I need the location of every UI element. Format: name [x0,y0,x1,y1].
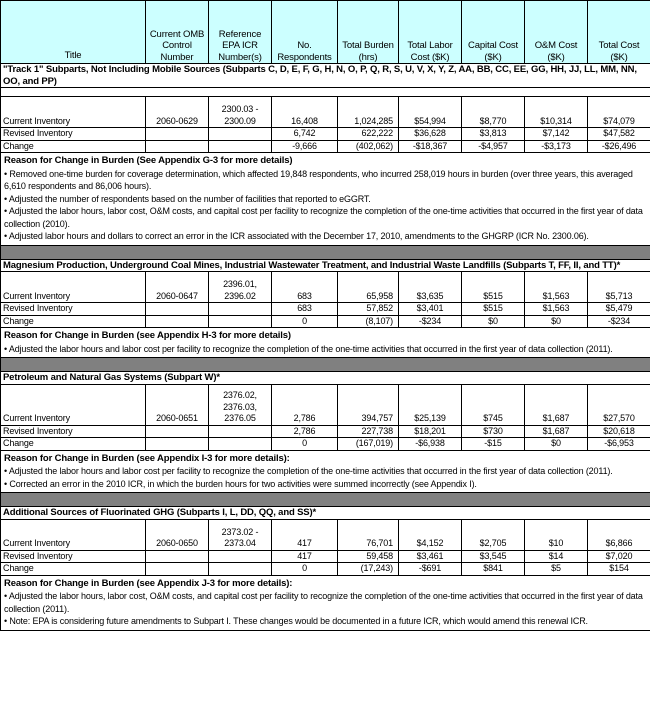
reason-bullet: • Adjusted the number of respondents based on the number of facilities that reported to eGGRT. [4,193,371,204]
cell-resp: 683 [272,303,338,316]
cell-icr [209,438,272,451]
cell-burden: 57,852 [338,303,399,316]
cell-total: $154 [588,563,650,576]
cell-om: $5 [525,563,588,576]
cell-om: $14 [525,550,588,563]
cell-burden: 59,458 [338,550,399,563]
cell-burden: (8,107) [338,315,399,328]
cell-total: -$6,953 [588,438,650,451]
col-labor-cost: Total Labor Cost ($K) [399,1,462,64]
cell-om: $10 [525,519,588,550]
cell-capital: $0 [462,315,525,328]
col-reference-icr: Reference EPA ICR Number(s) [209,1,272,64]
cell-icr: 2396.01, 2396.02 [209,272,272,303]
cell-labor: -$691 [399,563,462,576]
cell-total: $47,582 [588,128,650,141]
cell-labor: -$6,938 [399,438,462,451]
cell-om: $1,687 [525,425,588,438]
section-title-row [1,64,650,88]
reason-title: Reason for Change in Burden (see Appendix H-3 for more details) [4,330,291,341]
cell-omb: 2060-0629 [146,97,209,128]
reason-title: Reason for Change in Burden (see Appendix J-3 for more details): [4,577,293,589]
cell-om: $0 [525,438,588,451]
reason-bullet: • Adjusted the labor hours and labor cost per facility to recognize the completion of the one-time activities that occurred in the first year of data collection (2011). [4,466,613,476]
cell-labor: $36,628 [399,128,462,141]
cell-icr [209,140,272,153]
table-row-current-inventory [1,97,650,128]
reason-bullet: • Adjusted the labor hours, labor cost, O&M costs, and capital cost per facility to recognize the completion of the one-time activities that occurred in the first year of data collection (2011). [4,591,643,614]
reason-bullet: • Adjusted labor hours and dollars to correct an error in the ICR associated with the December 17, 2010, amendments to the GHGRP (ICR No. 2300.06). [4,231,589,241]
cell-resp: 2,786 [272,425,338,438]
col-respondents: No. Respondents [272,1,338,64]
table-row-current-inventory [1,272,650,303]
cell-omb: 2060-0650 [146,519,209,550]
table-row-change [1,438,650,451]
section-title: Additional Sources of Fluorinated GHG (Subparts I, L, DD, QQ, and SS)* [1,507,650,520]
cell-icr: 2373.02 - 2373.04 [209,519,272,550]
divider-cell [1,358,650,372]
cell-labor: $25,139 [399,384,462,425]
cell-burden: (167,019) [338,438,399,451]
table-row-change [1,140,650,153]
reason-bullet: • Adjusted the labor hours, labor cost, O&M costs, and capital cost per facility to recognize the completion of the one-time activities that occurred in the first year of data collection (2010). [4,206,643,229]
reason-cell [1,328,650,358]
reason-bullet: • Note: EPA is considering future amendments to Subpart I. These changes would be documented in a future ICR, which would amend this renewal ICR. [4,616,588,626]
section-title-row [1,507,650,520]
cell-label: Change [1,140,146,153]
cell-total: $6,866 [588,519,650,550]
cell-burden: (402,062) [338,140,399,153]
cell-icr: 2376.02, 2376.03, 2376.05 [209,384,272,425]
cell-capital: $3,813 [462,128,525,141]
spacer-cell [1,88,650,97]
divider-cell [1,245,650,259]
cell-om: $1,563 [525,303,588,316]
reason-row [1,153,650,246]
cell-capital: $730 [462,425,525,438]
cell-icr [209,550,272,563]
cell-omb [146,438,209,451]
cell-capital: $515 [462,272,525,303]
cell-omb [146,140,209,153]
cell-burden: 76,701 [338,519,399,550]
cell-labor: $3,461 [399,550,462,563]
cell-label: Change [1,438,146,451]
cell-label: Current Inventory [1,272,146,303]
reason-row [1,575,650,630]
section-divider [1,493,650,507]
table-row-current-inventory [1,519,650,550]
cell-total: $5,713 [588,272,650,303]
spacer-row [1,88,650,97]
table-row-revised-inventory [1,550,650,563]
cell-burden: 227,738 [338,425,399,438]
col-total-burden: Total Burden (hrs) [338,1,399,64]
cell-omb: 2060-0647 [146,272,209,303]
cell-labor: $18,201 [399,425,462,438]
cell-label: Change [1,563,146,576]
cell-omb [146,128,209,141]
reason-bullet: • Adjusted the labor hours and labor cost per facility to recognize the completion of the one-time activities that occurred in the first year of data collection (2011). [4,343,613,354]
col-omb-control-number: Current OMB Control Number [146,1,209,64]
cell-burden: 65,958 [338,272,399,303]
cell-labor: -$234 [399,315,462,328]
col-title: Title [1,1,146,64]
reason-cell [1,450,650,493]
cell-label: Revised Inventory [1,425,146,438]
section-title: Petroleum and Natural Gas Systems (Subpart W)* [1,372,650,385]
divider-cell [1,493,650,507]
cell-capital: $841 [462,563,525,576]
cell-burden: 394,757 [338,384,399,425]
cell-resp: 683 [272,272,338,303]
cell-om: $10,314 [525,97,588,128]
table-row-revised-inventory [1,425,650,438]
reason-title: Reason for Change in Burden (see Appendix I-3 for more details): [4,452,290,464]
cell-omb [146,425,209,438]
cell-icr [209,563,272,576]
col-total-cost: Total Cost ($K) [588,1,650,64]
cell-labor: $54,994 [399,97,462,128]
cell-icr [209,315,272,328]
cell-resp: -9,666 [272,140,338,153]
cell-om: $1,563 [525,272,588,303]
cell-total: -$234 [588,315,650,328]
cell-resp: 6,742 [272,128,338,141]
table-row-revised-inventory [1,128,650,141]
cell-total: $74,079 [588,97,650,128]
section-title: "Track 1" Subparts, Not Including Mobile Sources (Subparts C, D, E, F, G, H, N, O, P, Q, R, S, U, V, X, Y, Z, AA, BB, CC, EE, GG, HH, JJ, LL, MM, NN, OO, and PP) [1,64,650,88]
cell-icr: 2300.03 - 2300.09 [209,97,272,128]
cell-resp: 0 [272,438,338,451]
section-title-row [1,372,650,385]
cell-total: $5,479 [588,303,650,316]
cell-icr [209,128,272,141]
cell-resp: 0 [272,315,338,328]
cell-omb [146,315,209,328]
table-row-current-inventory [1,384,650,425]
cell-total: $7,020 [588,550,650,563]
table-row-change [1,563,650,576]
cell-total: $20,618 [588,425,650,438]
header-row [1,1,650,64]
cell-labor: $4,152 [399,519,462,550]
cell-burden: 622,222 [338,128,399,141]
section-divider [1,245,650,259]
cell-labor: $3,635 [399,272,462,303]
cell-resp: 417 [272,519,338,550]
section-title-row [1,259,650,272]
reason-bullet: • Removed one-time burden for coverage determination, which affected 19,848 respondents, who incurred 258,019 hours in burden (over three years, this averaged 6,610 respondents and 86,006 hours). [4,168,633,191]
cell-total: -$26,496 [588,140,650,153]
cell-total: $27,570 [588,384,650,425]
col-capital-cost: Capital Cost ($K) [462,1,525,64]
reason-cell [1,575,650,630]
section-divider [1,358,650,372]
cell-label: Current Inventory [1,97,146,128]
cell-label: Revised Inventory [1,303,146,316]
cell-label: Current Inventory [1,519,146,550]
cell-capital: $8,770 [462,97,525,128]
reason-title: Reason for Change in Burden (See Appendix G-3 for more details) [4,155,293,166]
cell-capital: -$15 [462,438,525,451]
cell-burden: 1,024,285 [338,97,399,128]
cell-capital: $745 [462,384,525,425]
cell-om: $0 [525,315,588,328]
cell-om: $1,687 [525,384,588,425]
cell-omb [146,303,209,316]
cell-icr [209,425,272,438]
cell-icr [209,303,272,316]
cell-omb: 2060-0651 [146,384,209,425]
reason-row [1,328,650,358]
cell-burden: (17,243) [338,563,399,576]
reason-bullet: • Corrected an error in the 2010 ICR, in which the burden hours for two activities were summed incorrectly (see Appendix I). [4,478,477,489]
section-title: Magnesium Production, Underground Coal Mines, Industrial Wastewater Treatment, and Industrial Waste Landfills (Subparts T, FF, II, and TT)* [1,259,650,272]
col-om-cost: O&M Cost ($K) [525,1,588,64]
cell-resp: 2,786 [272,384,338,425]
cell-om: -$3,173 [525,140,588,153]
cell-labor: $3,401 [399,303,462,316]
reason-row [1,450,650,493]
cell-label: Current Inventory [1,384,146,425]
cell-label: Revised Inventory [1,128,146,141]
cell-capital: $2,705 [462,519,525,550]
cell-resp: 417 [272,550,338,563]
cell-omb [146,550,209,563]
cell-labor: -$18,367 [399,140,462,153]
table-row-change [1,315,650,328]
cell-om: $7,142 [525,128,588,141]
cell-resp: 0 [272,563,338,576]
cell-capital: -$4,957 [462,140,525,153]
cell-omb [146,563,209,576]
cell-resp: 16,408 [272,97,338,128]
cell-capital: $515 [462,303,525,316]
reason-cell [1,153,650,246]
cell-capital: $3,545 [462,550,525,563]
cell-label: Change [1,315,146,328]
table-row-revised-inventory [1,303,650,316]
cell-label: Revised Inventory [1,550,146,563]
